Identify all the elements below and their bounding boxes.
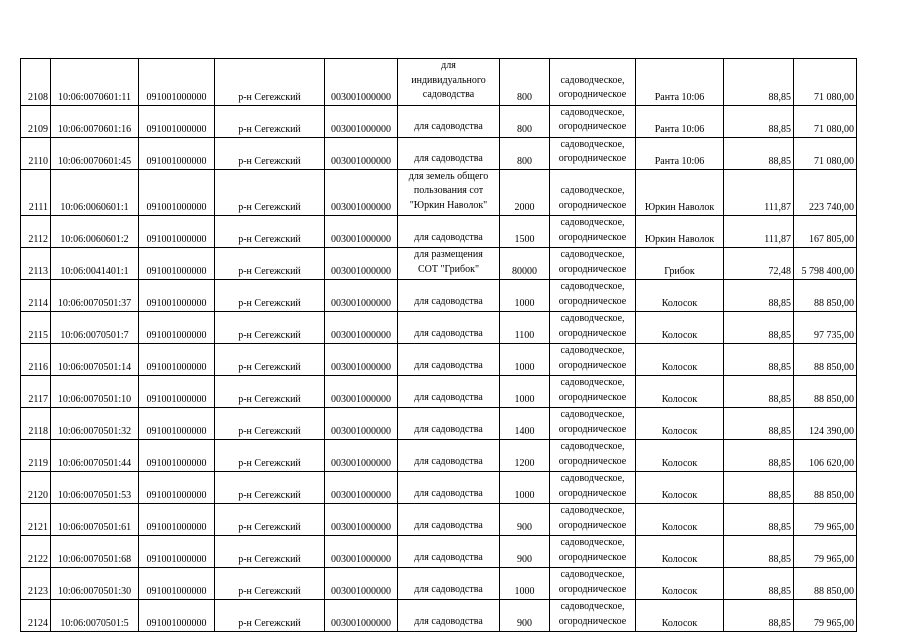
permitted-use-cell bbox=[398, 248, 500, 280]
okato-code-cell: 091001000000 bbox=[139, 472, 215, 504]
area-value-cell: 800 bbox=[500, 105, 550, 137]
row-number-cell: 2111 bbox=[21, 169, 51, 216]
settlement-name-cell: Колосок bbox=[636, 312, 724, 344]
permitted-use-line: СОТ "Грибок" bbox=[417, 263, 480, 275]
settlement-name-cell: Грибок bbox=[636, 248, 724, 280]
land-category-cell bbox=[550, 59, 636, 106]
land-category-line: огородническое bbox=[558, 89, 627, 100]
oktmo-code-cell: 003001000000 bbox=[325, 105, 398, 137]
cadastral-number-cell: 10:06:0070501:53 bbox=[51, 472, 139, 504]
permitted-use-line: для садоводства bbox=[414, 583, 483, 595]
permitted-use-cell bbox=[398, 105, 500, 137]
land-category-cell bbox=[550, 248, 636, 280]
okato-code-cell: 091001000000 bbox=[139, 280, 215, 312]
row-number-cell: 2123 bbox=[21, 568, 51, 600]
cadastral-number-cell: 10:06:0070501:37 bbox=[51, 280, 139, 312]
region-name-cell: р-н Сегежский bbox=[215, 376, 325, 408]
row-number-cell: 2115 bbox=[21, 312, 51, 344]
land-category-cell bbox=[550, 472, 636, 504]
land-category-line: огородническое bbox=[558, 583, 627, 595]
cadastral-rate-cell: 88,85 bbox=[724, 344, 794, 376]
cadastral-value-cell: 124 390,00 bbox=[794, 408, 857, 440]
row-number-cell: 2119 bbox=[21, 440, 51, 472]
permitted-use-cell bbox=[398, 137, 500, 169]
oktmo-code-cell: 003001000000 bbox=[325, 440, 398, 472]
cadastral-value-cell: 167 805,00 bbox=[794, 216, 857, 248]
permitted-use-cell bbox=[398, 504, 500, 536]
permitted-use-line: для садоводства bbox=[414, 551, 483, 563]
oktmo-code-cell: 003001000000 bbox=[325, 600, 398, 632]
cadastral-number-cell: 10:06:0060601:2 bbox=[51, 216, 139, 248]
okato-code-cell: 091001000000 bbox=[139, 59, 215, 106]
land-category-cell bbox=[550, 105, 636, 137]
permitted-use-cell bbox=[398, 312, 500, 344]
settlement-name-cell: Колосок bbox=[636, 472, 724, 504]
cadastral-rate-cell: 88,85 bbox=[724, 376, 794, 408]
land-category-line: садоводческое, bbox=[560, 537, 625, 548]
land-category-cell bbox=[550, 440, 636, 472]
region-name-cell: р-н Сегежский bbox=[215, 59, 325, 106]
land-category-line: садоводческое, bbox=[560, 106, 625, 118]
row-number-cell: 2108 bbox=[21, 59, 51, 106]
table-row bbox=[21, 472, 857, 504]
okato-code-cell: 091001000000 bbox=[139, 408, 215, 440]
land-category-cell bbox=[550, 376, 636, 408]
permitted-use-cell bbox=[398, 536, 500, 568]
cadastral-rate-cell: 88,85 bbox=[724, 59, 794, 106]
land-category-cell bbox=[550, 408, 636, 440]
land-category-line: садоводческое, bbox=[560, 345, 625, 356]
region-name-cell: р-н Сегежский bbox=[215, 105, 325, 137]
cadastral-value-cell: 71 080,00 bbox=[794, 137, 857, 169]
land-plots-table bbox=[20, 58, 857, 632]
permitted-use-line: для садоводства bbox=[414, 455, 483, 467]
land-category-cell bbox=[550, 600, 636, 632]
permitted-use-cell bbox=[398, 600, 500, 632]
region-name-cell: р-н Сегежский bbox=[215, 600, 325, 632]
cadastral-value-cell: 97 735,00 bbox=[794, 312, 857, 344]
table-row bbox=[21, 440, 857, 472]
okato-code-cell: 091001000000 bbox=[139, 344, 215, 376]
cadastral-number-cell: 10:06:0070601:16 bbox=[51, 105, 139, 137]
okato-code-cell: 091001000000 bbox=[139, 248, 215, 280]
area-value-cell: 1000 bbox=[500, 344, 550, 376]
permitted-use-line: для размещения bbox=[414, 249, 483, 260]
permitted-use-cell bbox=[398, 59, 500, 106]
area-value-cell: 900 bbox=[500, 536, 550, 568]
cadastral-value-cell: 88 850,00 bbox=[794, 344, 857, 376]
settlement-name-cell: Колосок bbox=[636, 440, 724, 472]
area-value-cell: 1500 bbox=[500, 216, 550, 248]
permitted-use-line: пользования сот bbox=[413, 185, 484, 196]
cadastral-value-cell: 5 798 400,00 bbox=[794, 248, 857, 280]
okato-code-cell: 091001000000 bbox=[139, 312, 215, 344]
cadastral-rate-cell: 88,85 bbox=[724, 600, 794, 632]
cadastral-value-cell: 223 740,00 bbox=[794, 169, 857, 216]
land-category-line: огородническое bbox=[558, 423, 627, 435]
permitted-use-line: для садоводства bbox=[414, 423, 483, 435]
cadastral-rate-cell: 88,85 bbox=[724, 408, 794, 440]
table-row bbox=[21, 216, 857, 248]
land-category-cell bbox=[550, 137, 636, 169]
permitted-use-cell bbox=[398, 472, 500, 504]
cadastral-value-cell: 88 850,00 bbox=[794, 376, 857, 408]
settlement-name-cell: Колосок bbox=[636, 344, 724, 376]
row-number-cell: 2121 bbox=[21, 504, 51, 536]
cadastral-number-cell: 10:06:0070501:7 bbox=[51, 312, 139, 344]
land-category-cell bbox=[550, 568, 636, 600]
cadastral-rate-cell: 88,85 bbox=[724, 440, 794, 472]
permitted-use-cell bbox=[398, 344, 500, 376]
land-category-line: садоводческое, bbox=[560, 74, 625, 86]
area-value-cell: 900 bbox=[500, 600, 550, 632]
region-name-cell: р-н Сегежский bbox=[215, 472, 325, 504]
permitted-use-line: для садоводства bbox=[414, 391, 483, 403]
table-row bbox=[21, 568, 857, 600]
settlement-name-cell: Колосок bbox=[636, 504, 724, 536]
oktmo-code-cell: 003001000000 bbox=[325, 216, 398, 248]
land-category-line: огородническое bbox=[558, 231, 627, 243]
area-value-cell: 2000 bbox=[500, 169, 550, 216]
settlement-name-cell: Колосок bbox=[636, 536, 724, 568]
row-number-cell: 2122 bbox=[21, 536, 51, 568]
oktmo-code-cell: 003001000000 bbox=[325, 472, 398, 504]
permitted-use-cell bbox=[398, 408, 500, 440]
land-category-cell bbox=[550, 216, 636, 248]
permitted-use-cell bbox=[398, 568, 500, 600]
land-category-line: огородническое bbox=[558, 551, 627, 563]
cadastral-number-cell: 10:06:0070501:32 bbox=[51, 408, 139, 440]
region-name-cell: р-н Сегежский bbox=[215, 169, 325, 216]
row-number-cell: 2120 bbox=[21, 472, 51, 504]
okato-code-cell: 091001000000 bbox=[139, 440, 215, 472]
land-category-line: садоводческое, bbox=[560, 313, 625, 324]
land-category-cell bbox=[550, 280, 636, 312]
land-category-line: садоводческое, bbox=[560, 569, 625, 580]
cadastral-number-cell: 10:06:0070601:45 bbox=[51, 137, 139, 169]
settlement-name-cell: Колосок bbox=[636, 376, 724, 408]
oktmo-code-cell: 003001000000 bbox=[325, 568, 398, 600]
permitted-use-line: для садоводства bbox=[414, 359, 483, 371]
cadastral-value-cell: 79 965,00 bbox=[794, 536, 857, 568]
cadastral-rate-cell: 88,85 bbox=[724, 536, 794, 568]
cadastral-rate-cell: 88,85 bbox=[724, 472, 794, 504]
cadastral-rate-cell: 72,48 bbox=[724, 248, 794, 280]
settlement-name-cell: Юркин Наволок bbox=[636, 169, 724, 216]
row-number-cell: 2117 bbox=[21, 376, 51, 408]
settlement-name-cell: Юркин Наволок bbox=[636, 216, 724, 248]
permitted-use-cell bbox=[398, 169, 500, 216]
permitted-use-cell bbox=[398, 440, 500, 472]
land-category-line: садоводческое, bbox=[560, 473, 625, 484]
settlement-name-cell: Колосок bbox=[636, 408, 724, 440]
land-category-line: садоводческое, bbox=[560, 441, 625, 452]
table-row bbox=[21, 504, 857, 536]
land-category-line: садоводческое, bbox=[560, 505, 625, 516]
area-value-cell: 800 bbox=[500, 137, 550, 169]
oktmo-code-cell: 003001000000 bbox=[325, 376, 398, 408]
area-value-cell: 1000 bbox=[500, 376, 550, 408]
okato-code-cell: 091001000000 bbox=[139, 600, 215, 632]
cadastral-value-cell: 79 965,00 bbox=[794, 504, 857, 536]
area-value-cell: 1000 bbox=[500, 280, 550, 312]
settlement-name-cell: Колосок bbox=[636, 280, 724, 312]
cadastral-value-cell: 106 620,00 bbox=[794, 440, 857, 472]
row-number-cell: 2112 bbox=[21, 216, 51, 248]
region-name-cell: р-н Сегежский bbox=[215, 137, 325, 169]
cadastral-number-cell: 10:06:0041401:1 bbox=[51, 248, 139, 280]
region-name-cell: р-н Сегежский bbox=[215, 344, 325, 376]
area-value-cell: 1000 bbox=[500, 568, 550, 600]
okato-code-cell: 091001000000 bbox=[139, 568, 215, 600]
cadastral-number-cell: 10:06:0060601:1 bbox=[51, 169, 139, 216]
land-category-line: огородническое bbox=[558, 519, 627, 531]
table-row bbox=[21, 248, 857, 280]
table-row bbox=[21, 169, 857, 216]
oktmo-code-cell: 003001000000 bbox=[325, 280, 398, 312]
cadastral-rate-cell: 88,85 bbox=[724, 312, 794, 344]
cadastral-value-cell: 88 850,00 bbox=[794, 472, 857, 504]
permitted-use-line: для садоводства bbox=[414, 295, 483, 307]
region-name-cell: р-н Сегежский bbox=[215, 408, 325, 440]
table-row bbox=[21, 408, 857, 440]
land-category-cell bbox=[550, 169, 636, 216]
permitted-use-line: для bbox=[441, 60, 456, 71]
area-value-cell: 1400 bbox=[500, 408, 550, 440]
land-category-line: огородническое bbox=[558, 615, 627, 627]
land-category-line: садоводческое, bbox=[560, 138, 625, 150]
land-category-line: огородническое bbox=[558, 121, 627, 132]
land-category-line: садоводческое, bbox=[560, 409, 625, 420]
area-value-cell: 800 bbox=[500, 59, 550, 106]
cadastral-value-cell: 71 080,00 bbox=[794, 59, 857, 106]
cadastral-rate-cell: 111,87 bbox=[724, 169, 794, 216]
oktmo-code-cell: 003001000000 bbox=[325, 408, 398, 440]
permitted-use-cell bbox=[398, 216, 500, 248]
okato-code-cell: 091001000000 bbox=[139, 536, 215, 568]
oktmo-code-cell: 003001000000 bbox=[325, 169, 398, 216]
table-row bbox=[21, 312, 857, 344]
permitted-use-line: для садоводства bbox=[414, 153, 483, 164]
okato-code-cell: 091001000000 bbox=[139, 216, 215, 248]
region-name-cell: р-н Сегежский bbox=[215, 280, 325, 312]
cadastral-rate-cell: 88,85 bbox=[724, 105, 794, 137]
land-category-cell bbox=[550, 504, 636, 536]
row-number-cell: 2116 bbox=[21, 344, 51, 376]
area-value-cell: 1100 bbox=[500, 312, 550, 344]
okato-code-cell: 091001000000 bbox=[139, 137, 215, 169]
permitted-use-line: для садоводства bbox=[414, 615, 483, 627]
land-category-line: огородническое bbox=[558, 487, 627, 499]
settlement-name-cell: Ранта 10:06 bbox=[636, 59, 724, 106]
row-number-cell: 2110 bbox=[21, 137, 51, 169]
settlement-name-cell: Колосок bbox=[636, 600, 724, 632]
land-category-line: садоводческое, bbox=[560, 377, 625, 388]
land-category-line: садоводческое, bbox=[560, 185, 625, 196]
permitted-use-cell bbox=[398, 376, 500, 408]
land-category-line: огородническое bbox=[558, 391, 627, 403]
permitted-use-line: для садоводства bbox=[414, 487, 483, 499]
cadastral-number-cell: 10:06:0070501:68 bbox=[51, 536, 139, 568]
permitted-use-line: индивидуального bbox=[411, 74, 486, 86]
land-category-line: огородническое bbox=[558, 153, 627, 164]
settlement-name-cell: Колосок bbox=[636, 568, 724, 600]
table-row bbox=[21, 536, 857, 568]
region-name-cell: р-н Сегежский bbox=[215, 504, 325, 536]
cadastral-rate-cell: 88,85 bbox=[724, 568, 794, 600]
cadastral-number-cell: 10:06:0070501:14 bbox=[51, 344, 139, 376]
land-category-line: огородническое bbox=[558, 359, 627, 371]
region-name-cell: р-н Сегежский bbox=[215, 216, 325, 248]
area-value-cell: 1000 bbox=[500, 472, 550, 504]
cadastral-rate-cell: 111,87 bbox=[724, 216, 794, 248]
oktmo-code-cell: 003001000000 bbox=[325, 59, 398, 106]
area-value-cell: 900 bbox=[500, 504, 550, 536]
table-row bbox=[21, 280, 857, 312]
cadastral-value-cell: 71 080,00 bbox=[794, 105, 857, 137]
cadastral-number-cell: 10:06:0070501:44 bbox=[51, 440, 139, 472]
cadastral-value-cell: 88 850,00 bbox=[794, 280, 857, 312]
oktmo-code-cell: 003001000000 bbox=[325, 344, 398, 376]
row-number-cell: 2118 bbox=[21, 408, 51, 440]
okato-code-cell: 091001000000 bbox=[139, 376, 215, 408]
table-row bbox=[21, 344, 857, 376]
region-name-cell: р-н Сегежский bbox=[215, 248, 325, 280]
land-category-line: огородническое bbox=[558, 263, 627, 275]
region-name-cell: р-н Сегежский bbox=[215, 568, 325, 600]
land-category-line: огородническое bbox=[558, 455, 627, 467]
cadastral-value-cell: 88 850,00 bbox=[794, 568, 857, 600]
table-body bbox=[21, 59, 857, 632]
permitted-use-line: для садоводства bbox=[414, 121, 483, 132]
land-category-line: садоводческое, bbox=[560, 249, 625, 260]
cadastral-rate-cell: 88,85 bbox=[724, 280, 794, 312]
cadastral-number-cell: 10:06:0070501:30 bbox=[51, 568, 139, 600]
oktmo-code-cell: 003001000000 bbox=[325, 248, 398, 280]
land-category-line: садоводческое, bbox=[560, 217, 625, 228]
okato-code-cell: 091001000000 bbox=[139, 105, 215, 137]
permitted-use-line: садоводства bbox=[422, 89, 475, 100]
land-category-line: огородническое bbox=[558, 199, 627, 211]
cadastral-value-cell: 79 965,00 bbox=[794, 600, 857, 632]
permitted-use-line: для земель общего bbox=[408, 170, 489, 182]
land-category-line: огородническое bbox=[558, 295, 627, 307]
row-number-cell: 2113 bbox=[21, 248, 51, 280]
land-category-cell bbox=[550, 344, 636, 376]
settlement-name-cell: Ранта 10:06 bbox=[636, 105, 724, 137]
row-number-cell: 2109 bbox=[21, 105, 51, 137]
okato-code-cell: 091001000000 bbox=[139, 169, 215, 216]
table-row bbox=[21, 59, 857, 106]
table-row bbox=[21, 600, 857, 632]
permitted-use-line: для садоводства bbox=[414, 327, 483, 339]
oktmo-code-cell: 003001000000 bbox=[325, 536, 398, 568]
table-row bbox=[21, 105, 857, 137]
region-name-cell: р-н Сегежский bbox=[215, 536, 325, 568]
oktmo-code-cell: 003001000000 bbox=[325, 504, 398, 536]
settlement-name-cell: Ранта 10:06 bbox=[636, 137, 724, 169]
oktmo-code-cell: 003001000000 bbox=[325, 137, 398, 169]
cadastral-number-cell: 10:06:0070501:61 bbox=[51, 504, 139, 536]
land-category-line: садоводческое, bbox=[560, 281, 625, 292]
table-row bbox=[21, 376, 857, 408]
cadastral-rate-cell: 88,85 bbox=[724, 504, 794, 536]
land-category-cell bbox=[550, 312, 636, 344]
row-number-cell: 2124 bbox=[21, 600, 51, 632]
region-name-cell: р-н Сегежский bbox=[215, 440, 325, 472]
oktmo-code-cell: 003001000000 bbox=[325, 312, 398, 344]
land-category-cell bbox=[550, 536, 636, 568]
permitted-use-line: "Юркин Наволок" bbox=[409, 199, 488, 211]
cadastral-rate-cell: 88,85 bbox=[724, 137, 794, 169]
cadastral-number-cell: 10:06:0070601:11 bbox=[51, 59, 139, 106]
land-category-line: огородническое bbox=[558, 327, 627, 339]
permitted-use-line: для садоводства bbox=[414, 231, 483, 243]
okato-code-cell: 091001000000 bbox=[139, 504, 215, 536]
cadastral-number-cell: 10:06:0070501:10 bbox=[51, 376, 139, 408]
table-row bbox=[21, 137, 857, 169]
row-number-cell: 2114 bbox=[21, 280, 51, 312]
permitted-use-cell bbox=[398, 280, 500, 312]
permitted-use-line: для садоводства bbox=[414, 519, 483, 531]
area-value-cell: 1200 bbox=[500, 440, 550, 472]
area-value-cell: 80000 bbox=[500, 248, 550, 280]
cadastral-number-cell: 10:06:0070501:5 bbox=[51, 600, 139, 632]
land-category-line: садоводческое, bbox=[560, 601, 625, 612]
region-name-cell: р-н Сегежский bbox=[215, 312, 325, 344]
